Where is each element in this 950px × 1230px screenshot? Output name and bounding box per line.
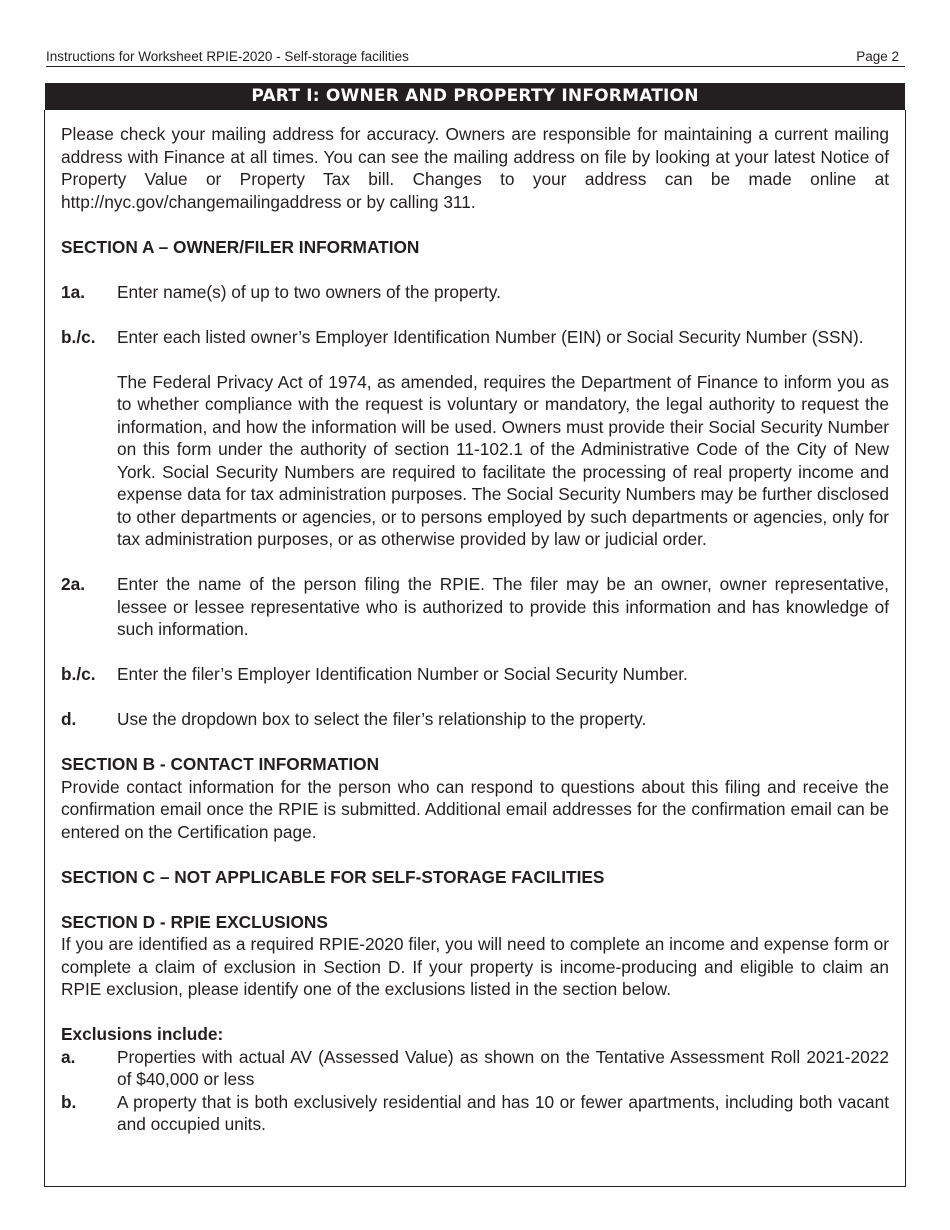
page-header (46, 48, 905, 67)
list-item (61, 281, 889, 304)
list-item (61, 573, 889, 641)
instructions-body (61, 123, 889, 1136)
item-text: A property that is both exclusively residential and has 10 or fewer apartments, including both vacant and occupied units. (117, 1091, 889, 1134)
page-number: Page 2 (856, 49, 899, 64)
list-item (61, 708, 889, 731)
item-text: Enter the filer’s Employer Identification Number or Social Security Number. (117, 664, 688, 684)
list-item (61, 1046, 889, 1091)
item-label: b./c. (61, 664, 96, 684)
item-label: b. (61, 1091, 77, 1112)
item-text: Enter each listed owner’s Employer Identification Number (EIN) or Social Security Number (SSN). (117, 326, 864, 347)
document-title: Instructions for Worksheet RPIE-2020 - Self-storage facilities (46, 49, 409, 64)
item-label: 1a. (61, 281, 86, 302)
section-b-heading: SECTION B - CONTACT INFORMATION (61, 754, 380, 774)
section-d-heading: SECTION D - RPIE EXCLUSIONS (61, 911, 328, 932)
item-text: Use the dropdown box to select the filer’s relationship to the property. (117, 709, 647, 729)
item-text: Properties with actual AV (Assessed Value) as shown on the Tentative Assessment Roll 2021-2022 of $40,000 or less (117, 1046, 889, 1089)
section-c-heading: SECTION C – NOT APPLICABLE FOR SELF-STORAGE FACILITIES (61, 866, 605, 887)
exclusions-heading: Exclusions include: (61, 1024, 224, 1044)
list-item (61, 1091, 889, 1136)
privacy-notice: The Federal Privacy Act of 1974, as amended, requires the Department of Finance to inform you as to whether compliance with the request is voluntary or mandatory, the legal authority to request the information, and how the information will be used. Owners must provide their Social Security Number on this form under the authority of section 11-102.1 of the Administrative Code of the City of New York. Social Security Numbers are required to facilitate the processing of real property income and expense data for tax administration purposes. The Social Security Numbers may be further disclosed to other departments or agencies, or to persons employed by such departments or agencies, only for tax administration purposes, or as otherwise provided by law or judicial order. (117, 371, 889, 549)
item-label: d. (61, 709, 77, 729)
item-label: 2a. (61, 574, 86, 594)
section-b-text: Provide contact information for the person who can respond to questions about this filing and receive the confirmation email once the RPIE is submitted. Additional email addresses for the confirmation email can be entered on the Certification page. (61, 776, 889, 842)
section-a-heading: SECTION A – OWNER/FILER INFORMATION (61, 236, 420, 257)
item-text: Enter name(s) of up to two owners of the property. (117, 281, 501, 302)
intro-paragraph: Please check your mailing address for accuracy. Owners are responsible for maintaining a current mailing address with Finance at all times. You can see the mailing address on file by looking at your latest Notice of Property Value or Property Tax bill. Changes to your address can be made online at http://nyc.gov/changemailingaddress or by calling 311. (61, 124, 889, 212)
part-title-bar: PART I: OWNER AND PROPERTY INFORMATION (45, 83, 905, 110)
list-item (61, 663, 889, 686)
section-d-text: If you are identified as a required RPIE-2020 filer, you will need to complete an income and expense form or complete a claim of exclusion in Section D. If your property is income-producing and eligible to claim an RPIE exclusion, please identify one of the exclusions listed in the section below. (61, 934, 889, 999)
item-label: b./c. (61, 326, 96, 347)
item-label: a. (61, 1046, 76, 1067)
item-text: Enter the name of the person filing the RPIE. The filer may be an owner, owner representative, lessee or lessee representative who is authorized to provide this information and has knowledge of such information. (117, 574, 889, 639)
list-item (61, 326, 889, 349)
